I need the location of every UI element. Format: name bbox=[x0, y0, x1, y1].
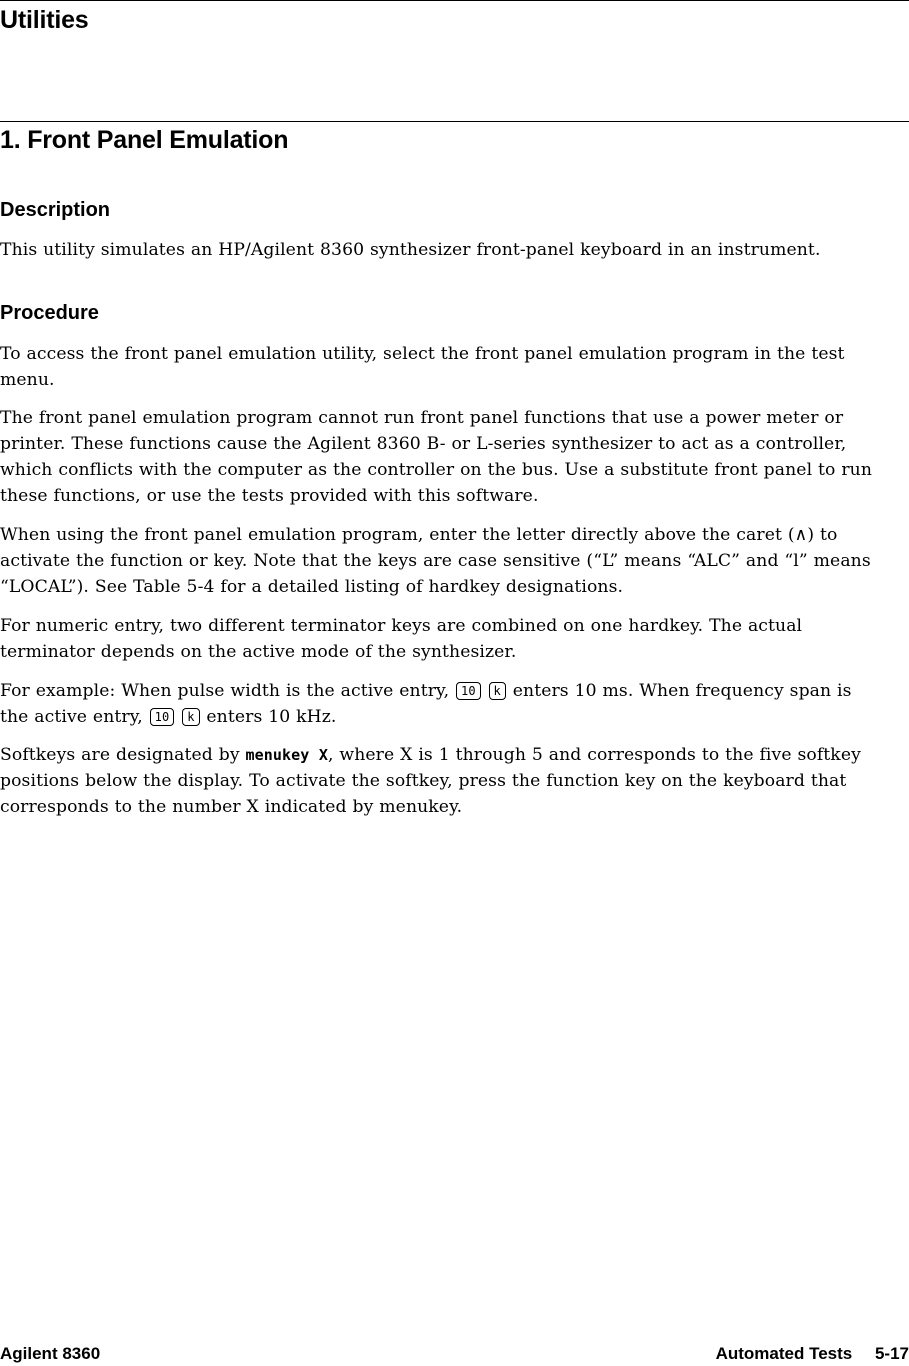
footer-right bbox=[716, 1344, 909, 1364]
procedure-p6 bbox=[0, 742, 909, 820]
footer-left: Agilent 8360 bbox=[0, 1344, 101, 1363]
softkey-text-b: , where X is 1 through 5 and corresponds to the five softkey positions below the display. To activate the softkey, press the function key on the keyboard that corresponds to the number X indicated by menukey. bbox=[0, 745, 861, 817]
top-rule bbox=[0, 0, 909, 1]
procedure-paragraph-5 bbox=[0, 678, 880, 730]
example-text-c: enters 10 kHz. bbox=[206, 707, 337, 727]
procedure-paragraph-2: The front panel emulation program cannot run front panel functions that use a power meter or printer. These functions cause the Agilent 8360 B- or L-series synthesizer to act as a controller, which conflicts with the computer as the controller on the bus. Use a substitute front panel to run these functions, or use the tests provided with this software. bbox=[0, 408, 872, 506]
softkey-text-a: Softkeys are designated by bbox=[0, 745, 240, 765]
procedure-p3 bbox=[0, 522, 909, 600]
section-title: 1. Front Panel Emulation bbox=[0, 126, 289, 154]
example-text-b: enters 10 ms. When frequency span is the active entry, bbox=[0, 681, 852, 727]
chapter-title: Utilities bbox=[0, 6, 89, 34]
procedure-paragraph-3: When using the front panel emulation program, enter the letter directly above the caret (∧) to activate the function or key. Note that the keys are case sensitive (“L” means “ALC” and “l” means “LOCAL”). See Table 5-4 for a detailed listing of hardkey designations. bbox=[0, 525, 871, 597]
page-number: 5-17 bbox=[874, 1344, 909, 1363]
procedure-p5 bbox=[0, 678, 909, 730]
description-heading: Description bbox=[0, 199, 111, 221]
hardkey-k: k bbox=[489, 682, 506, 700]
procedure-p2 bbox=[0, 405, 909, 509]
hardkey-10: 10 bbox=[456, 682, 481, 700]
section-rule bbox=[0, 121, 909, 122]
menukey-code: menukey X bbox=[245, 746, 328, 764]
example-text-a: For example: When pulse width is the active entry, bbox=[0, 681, 450, 701]
procedure-p4 bbox=[0, 613, 909, 665]
hardkey-k: k bbox=[182, 708, 199, 726]
procedure-paragraph-6 bbox=[0, 742, 880, 820]
procedure-heading: Procedure bbox=[0, 302, 99, 324]
hardkey-10: 10 bbox=[150, 708, 175, 726]
procedure-paragraph-4: For numeric entry, two different terminator keys are combined on one hardkey. The actual terminator depends on the active mode of the synthesizer. bbox=[0, 616, 803, 662]
description-text bbox=[0, 237, 909, 263]
procedure-p1 bbox=[0, 341, 909, 393]
procedure-paragraph-1: To access the front panel emulation utility, select the front panel emulation program in the test menu. bbox=[0, 344, 845, 390]
description-paragraph: This utility simulates an HP/Agilent 8360 synthesizer front-panel keyboard in an instrument. bbox=[0, 240, 821, 260]
footer-chapter-label: Automated Tests bbox=[715, 1344, 853, 1363]
